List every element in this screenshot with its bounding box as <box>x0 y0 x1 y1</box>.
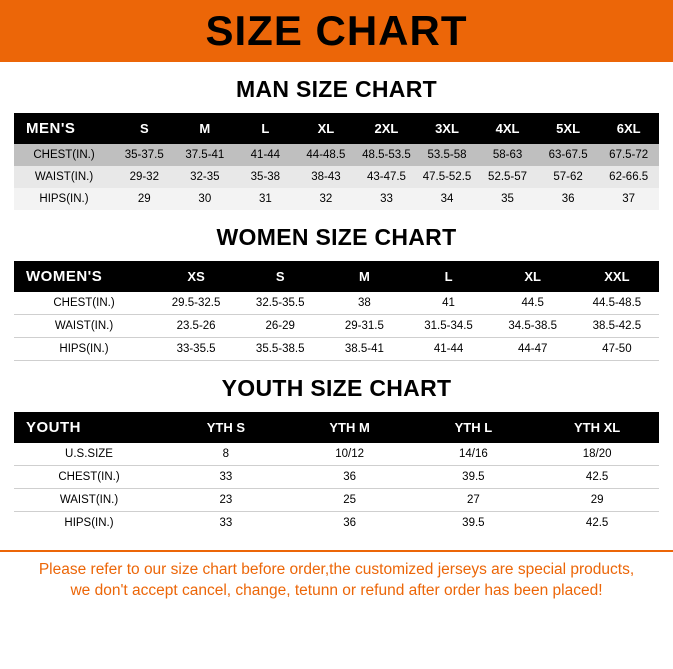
table-row <box>14 466 659 489</box>
men-hips-2xl: 33 <box>356 188 417 210</box>
table-row <box>14 188 659 210</box>
men-chest-2xl: 48.5-53.5 <box>356 144 417 166</box>
youth-ussize-xl: 18/20 <box>535 443 659 466</box>
table-header-row <box>14 412 659 443</box>
youth-chest-l: 39.5 <box>412 466 536 489</box>
men-header-4xl: 4XL <box>477 113 538 144</box>
youth-header-l: YTH L <box>412 412 536 443</box>
men-hips-6xl: 37 <box>598 188 659 210</box>
men-row-hips-label: HIPS(IN.) <box>14 188 114 210</box>
women-hips-xl: 44-47 <box>491 338 575 361</box>
men-chest-3xl: 53.5-58 <box>417 144 478 166</box>
men-row-waist-label: WAIST(IN.) <box>14 166 114 188</box>
youth-hips-s: 33 <box>164 512 288 535</box>
women-hips-l: 41-44 <box>406 338 490 361</box>
women-chest-xl: 44.5 <box>491 292 575 315</box>
men-waist-s: 29-32 <box>114 166 175 188</box>
men-waist-5xl: 57-62 <box>538 166 599 188</box>
youth-chest-s: 33 <box>164 466 288 489</box>
youth-chest-m: 36 <box>288 466 412 489</box>
men-chest-m: 37.5-41 <box>175 144 236 166</box>
women-row-hips-label: HIPS(IN.) <box>14 338 154 361</box>
men-row-chest-label: CHEST(IN.) <box>14 144 114 166</box>
table-row <box>14 489 659 512</box>
banner <box>0 0 673 62</box>
women-chest-xxl: 44.5-48.5 <box>575 292 659 315</box>
men-section-title: MAN SIZE CHART <box>236 76 437 102</box>
men-hips-3xl: 34 <box>417 188 478 210</box>
men-header-3xl: 3XL <box>417 113 478 144</box>
men-hips-l: 31 <box>235 188 296 210</box>
men-hips-5xl: 36 <box>538 188 599 210</box>
footer-line-2: we don't accept cancel, change, tetunn or refund after order has been placed! <box>70 581 603 599</box>
women-header-label: WOMEN'S <box>14 261 154 292</box>
women-header-xs: XS <box>154 261 238 292</box>
men-header-xl: XL <box>296 113 357 144</box>
men-header-s: S <box>114 113 175 144</box>
youth-waist-xl: 29 <box>535 489 659 512</box>
women-size-section <box>0 224 673 361</box>
women-header-s: S <box>238 261 322 292</box>
men-header-label: MEN'S <box>14 113 114 144</box>
men-waist-4xl: 52.5-57 <box>477 166 538 188</box>
youth-header-s: YTH S <box>164 412 288 443</box>
women-size-table <box>14 261 659 361</box>
men-chest-5xl: 63-67.5 <box>538 144 599 166</box>
men-waist-2xl: 43-47.5 <box>356 166 417 188</box>
youth-waist-l: 27 <box>412 489 536 512</box>
youth-hips-l: 39.5 <box>412 512 536 535</box>
footer-note <box>0 550 673 608</box>
youth-row-waist-label: WAIST(IN.) <box>14 489 164 512</box>
men-chest-6xl: 67.5-72 <box>598 144 659 166</box>
men-chest-s: 35-37.5 <box>114 144 175 166</box>
page-title: SIZE CHART <box>205 7 468 54</box>
men-chest-l: 41-44 <box>235 144 296 166</box>
table-row <box>14 166 659 188</box>
youth-row-chest-label: CHEST(IN.) <box>14 466 164 489</box>
women-hips-m: 38.5-41 <box>322 338 406 361</box>
youth-waist-s: 23 <box>164 489 288 512</box>
men-header-5xl: 5XL <box>538 113 599 144</box>
men-header-2xl: 2XL <box>356 113 417 144</box>
women-waist-m: 29-31.5 <box>322 315 406 338</box>
women-hips-s: 35.5-38.5 <box>238 338 322 361</box>
table-header-row <box>14 261 659 292</box>
youth-hips-m: 36 <box>288 512 412 535</box>
women-section-title: WOMEN SIZE CHART <box>216 224 457 250</box>
men-size-section <box>0 76 673 210</box>
youth-section-title: YOUTH SIZE CHART <box>221 375 452 401</box>
men-chest-4xl: 58-63 <box>477 144 538 166</box>
youth-row-hips-label: HIPS(IN.) <box>14 512 164 535</box>
table-row <box>14 144 659 166</box>
table-row <box>14 292 659 315</box>
footer-line-1: Please refer to our size chart before order,the customized jerseys are special products, <box>38 561 635 578</box>
women-waist-xl: 34.5-38.5 <box>491 315 575 338</box>
women-waist-l: 31.5-34.5 <box>406 315 490 338</box>
youth-size-section <box>0 375 673 534</box>
women-chest-l: 41 <box>406 292 490 315</box>
women-hips-xs: 33-35.5 <box>154 338 238 361</box>
women-chest-s: 32.5-35.5 <box>238 292 322 315</box>
youth-ussize-l: 14/16 <box>412 443 536 466</box>
table-row <box>14 443 659 466</box>
men-waist-l: 35-38 <box>235 166 296 188</box>
women-waist-s: 26-29 <box>238 315 322 338</box>
men-waist-xl: 38-43 <box>296 166 357 188</box>
youth-hips-xl: 42.5 <box>535 512 659 535</box>
table-row <box>14 315 659 338</box>
youth-ussize-m: 10/12 <box>288 443 412 466</box>
table-header-row <box>14 113 659 144</box>
men-waist-6xl: 62-66.5 <box>598 166 659 188</box>
youth-header-m: YTH M <box>288 412 412 443</box>
women-header-xl: XL <box>491 261 575 292</box>
women-header-l: L <box>406 261 490 292</box>
women-chest-xs: 29.5-32.5 <box>154 292 238 315</box>
table-row <box>14 338 659 361</box>
men-chest-xl: 44-48.5 <box>296 144 357 166</box>
women-header-xxl: XXL <box>575 261 659 292</box>
youth-waist-m: 25 <box>288 489 412 512</box>
youth-size-table <box>14 412 659 534</box>
women-row-waist-label: WAIST(IN.) <box>14 315 154 338</box>
youth-ussize-s: 8 <box>164 443 288 466</box>
men-header-l: L <box>235 113 296 144</box>
men-waist-m: 32-35 <box>175 166 236 188</box>
women-hips-xxl: 47-50 <box>575 338 659 361</box>
men-header-m: M <box>175 113 236 144</box>
women-header-m: M <box>322 261 406 292</box>
women-waist-xs: 23.5-26 <box>154 315 238 338</box>
youth-header-label: YOUTH <box>14 412 164 443</box>
men-header-6xl: 6XL <box>598 113 659 144</box>
youth-header-xl: YTH XL <box>535 412 659 443</box>
men-hips-4xl: 35 <box>477 188 538 210</box>
men-hips-m: 30 <box>175 188 236 210</box>
men-hips-s: 29 <box>114 188 175 210</box>
men-size-table <box>14 113 659 210</box>
men-waist-3xl: 47.5-52.5 <box>417 166 478 188</box>
youth-chest-xl: 42.5 <box>535 466 659 489</box>
men-hips-xl: 32 <box>296 188 357 210</box>
women-waist-xxl: 38.5-42.5 <box>575 315 659 338</box>
table-row <box>14 512 659 535</box>
youth-row-ussize-label: U.S.SIZE <box>14 443 164 466</box>
women-row-chest-label: CHEST(IN.) <box>14 292 154 315</box>
women-chest-m: 38 <box>322 292 406 315</box>
